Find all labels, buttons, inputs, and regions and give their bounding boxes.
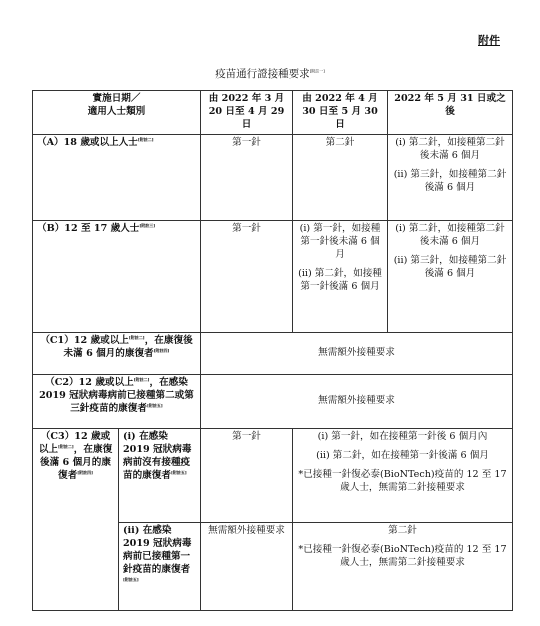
row-a-p3-ii: (ii) 第三針，如接種第二針後滿 6 個月 [393, 168, 507, 193]
row-c3-sub-i-label-text: (i) 在感染 2019 冠狀病毒病前沒有接種疫苗的康復者 [123, 430, 192, 481]
row-c2-note-a: [附註二] [133, 376, 150, 382]
header-phase3 [388, 91, 513, 135]
row-c3-note-b: [附註四] [77, 469, 93, 475]
row-b-p1: 第一針 [201, 220, 293, 332]
row-c3-sub-ii-rest-main: 第二針 [388, 524, 417, 536]
row-c1-label [33, 332, 201, 374]
row-b-p3 [388, 220, 513, 332]
row-c1-note-b: [附註四] [153, 347, 170, 353]
header-phase1 [201, 91, 293, 135]
row-c1-label-a: （C1）12 歲或以上 [40, 334, 129, 346]
row-c3-sub-ii-rest-note: *已接種一針復必泰(BioNTech)疫苗的 12 至 17 歲人士，無需第二針接種要求 [298, 543, 507, 568]
row-c3-sub-ii-label [119, 522, 201, 610]
row-c3-sub-i-rest [293, 428, 513, 522]
row-c3-sub-i-p1: 第一針 [201, 428, 293, 522]
row-c2-label-b: ，在感染 2019 冠狀病毒病前已接種第二或第三針疫苗的康復者 [39, 376, 194, 414]
row-b-label-text: （B）12 至 17 歲人士 [37, 222, 140, 234]
row-c3-sub-i-note: [附註五] [170, 469, 187, 475]
row-c3-label-a: （C3）12 歲或以上 [38, 430, 111, 455]
row-b-p3-i: (i) 第二針，如接種第二針後未滿 6 個月 [395, 222, 505, 247]
header-phase3-text: 2022 年 5 月 31 日或之 後 [394, 93, 506, 117]
row-a-p3 [388, 134, 513, 220]
annex-label: 附件 [478, 34, 500, 47]
title-text: 疫苗通行證接種要求 [215, 68, 310, 80]
row-c1-label-b: ，在康復後未滿 6 個月的康復者 [63, 334, 193, 359]
title-note: [附註一] [309, 68, 325, 74]
row-c3-sub-i-label [119, 428, 201, 522]
row-b-p2-i: (i) 第一針，如接種第一針後未滿 6 個月 [299, 222, 381, 260]
row-c2-label-a: （C2）12 歲或以上 [45, 376, 134, 388]
row-a-p3-i: (i) 第二針，如接種第二針後未滿 6 個月 [395, 136, 505, 161]
row-c1-value: 無需額外接種要求 [201, 332, 513, 374]
page-title [0, 66, 540, 81]
row-a [33, 134, 513, 220]
header-phase2 [293, 91, 388, 135]
header-group [33, 91, 201, 135]
row-c3-sub-ii-label-text: (ii) 在感染 2019 冠狀病毒病前已接種第一針疫苗的康復者 [123, 524, 192, 575]
row-c3-sub-i-rest-note: *已接種一針復必泰(BioNTech)疫苗的 12 至 17 歲人士，無需第二針接種要求 [298, 468, 507, 493]
row-c3-sub-ii-p1: 無需額外接種要求 [201, 522, 293, 610]
row-c2 [33, 374, 513, 428]
row-c3-sub-ii-note: [附註五] [123, 576, 139, 582]
row-c3-sub-ii-rest [293, 522, 513, 610]
row-c1-note-a: [附註二] [128, 334, 145, 340]
row-b-p2 [293, 220, 388, 332]
row-c3-sub-i-rest-i: (i) 第一針，如在接種第一針後 6 個月內 [317, 430, 488, 442]
row-a-label-text: （A）18 歲或以上人士 [37, 136, 138, 148]
row-c2-note-b: [附註五] [146, 402, 163, 408]
row-b-note: [附註三] [139, 222, 156, 228]
vaccine-requirement-table [32, 90, 513, 611]
row-c3-i [33, 428, 513, 522]
row-c1 [33, 332, 513, 374]
row-c3-label [33, 428, 119, 610]
row-b-p3-ii: (ii) 第三針，如接種第二針後滿 6 個月 [393, 254, 507, 279]
row-a-label [33, 134, 201, 220]
row-b [33, 220, 513, 332]
header-row [33, 91, 513, 135]
row-c3-note-a: [附註二] [58, 443, 74, 449]
row-c3-label-b: ，在康復後滿 6 個月的康復者 [40, 443, 113, 481]
header-phase2-text: 由 2022 年 4 月 30 日至 5 月 30 日 [302, 93, 378, 130]
row-b-p2-ii: (ii) 第二針，如接種第一針後滿 6 個月 [298, 267, 382, 292]
row-c3-sub-i-rest-ii: (ii) 第二針，如在接種第一針後滿 6 個月 [316, 449, 489, 461]
header-group-text: 實施日期／ 適用人士類別 [87, 93, 146, 117]
row-c2-label [33, 374, 201, 428]
row-b-label [33, 220, 201, 332]
header-phase1-text: 由 2022 年 3 月 20 日至 4 月 29 日 [208, 93, 285, 130]
row-c2-value: 無需額外接種要求 [201, 374, 513, 428]
row-a-note: [附註二] [137, 136, 154, 142]
row-a-p2: 第二針 [293, 134, 388, 220]
row-a-p1: 第一針 [201, 134, 293, 220]
